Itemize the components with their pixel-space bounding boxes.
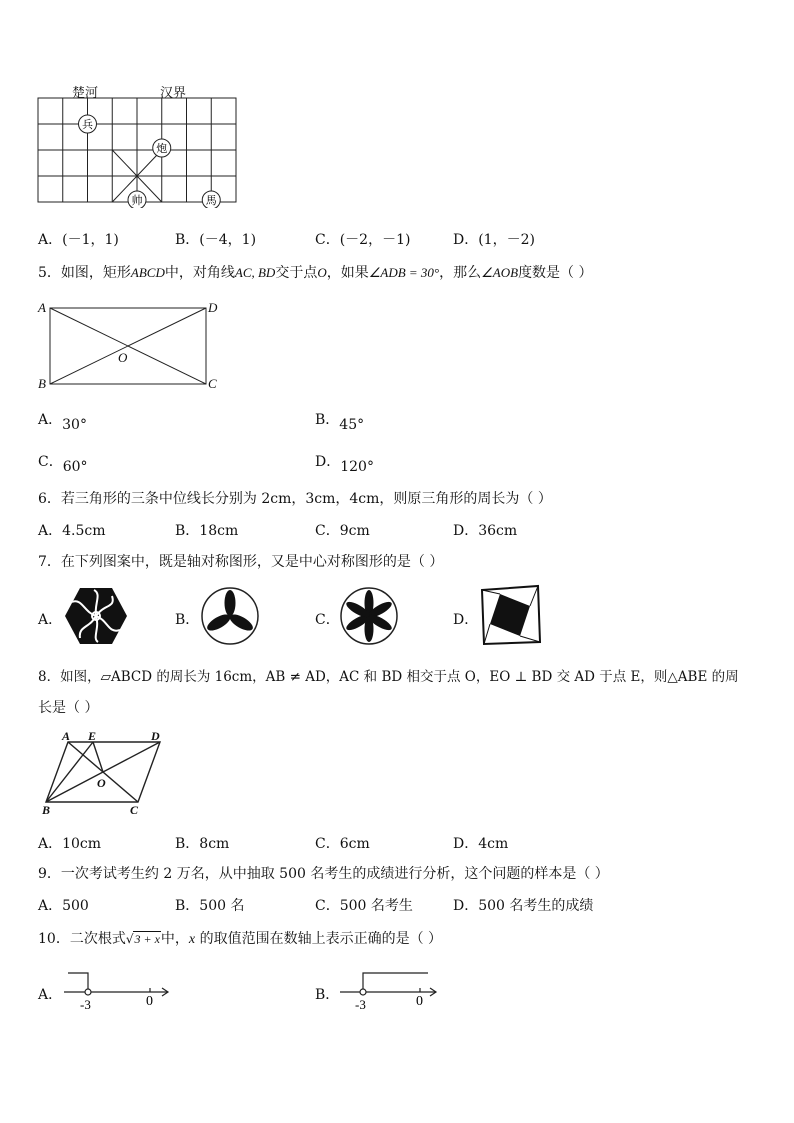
board-label-chuhe: 楚河 <box>72 86 99 101</box>
q8-option-d[interactable]: D．4cm <box>453 836 509 852</box>
q5-stem-d: ，如果 <box>326 265 369 281</box>
q4-option-d[interactable]: D．(1，－2) <box>453 232 535 248</box>
q10-stem-a: 10．二次根式 <box>38 931 126 947</box>
number-line-a <box>60 968 176 1012</box>
q9-option-b[interactable]: B．500 名 <box>175 898 245 914</box>
parallelogram-figure <box>38 730 168 816</box>
q6-option-b[interactable]: B．18cm <box>175 523 239 539</box>
q5-cond: ∠ADB = 30° <box>368 265 440 280</box>
q5-stem <box>38 262 593 282</box>
label-B: B <box>38 376 46 391</box>
q8-option-b[interactable]: B．8cm <box>175 836 230 852</box>
q4-option-c[interactable]: C．(－2，－1) <box>315 232 411 248</box>
q5-option-d[interactable]: D．120° <box>315 454 374 475</box>
q10-radical: √3 + x <box>125 932 160 946</box>
six-petal-icon <box>339 586 399 646</box>
label-C: C <box>130 803 139 816</box>
q10-var: x <box>188 932 196 947</box>
q5-stem-f: 度数是（ ） <box>518 265 593 281</box>
label-C: C <box>208 376 217 391</box>
q5-rect: ABCD <box>130 265 165 280</box>
q10-option-b[interactable]: B． <box>315 987 340 1003</box>
q9-option-a[interactable]: A．500 <box>38 898 89 914</box>
label-B: B <box>42 803 51 816</box>
svg-text:馬: 馬 <box>205 195 217 207</box>
q5-option-a[interactable]: A．30° <box>38 412 87 433</box>
q7-option-a[interactable]: A． <box>38 612 63 628</box>
q5-stem-c: 交于点 <box>275 265 318 281</box>
tick-label-zero: 0 <box>146 994 153 1009</box>
q9-stem: 9．一次考试考生约 2 万名，从中抽取 500 名考生的成绩进行分析，这个问题的样本是（ ） <box>38 866 609 882</box>
chess-board-figure <box>36 96 240 208</box>
q5-option-c[interactable]: C．60° <box>38 454 88 475</box>
number-line-b <box>336 968 442 1012</box>
q8-stem-line2: 长是（ ） <box>38 700 99 716</box>
svg-text:炮: 炮 <box>156 143 168 155</box>
q4-option-b[interactable]: B．(－4，1) <box>175 232 257 248</box>
q7-option-b[interactable]: B． <box>175 612 200 628</box>
q7-stem: 7．在下列图案中，既是轴对称图形，又是中心对称图形的是（ ） <box>38 554 444 570</box>
q5-point: O <box>317 265 327 280</box>
q10-stem-c: 的取值范围在数轴上表示正确的是（ ） <box>195 931 443 947</box>
label-A: A <box>62 730 71 743</box>
q7-option-c[interactable]: C． <box>315 612 340 628</box>
q8-stem-line1: 8．如图，▱ABCD 的周长为 16cm，AB ≠ AD，AC 和 BD 相交于点 O，EO ⊥ BD 交 AD 于点 E，则△ABE 的周 <box>38 669 739 685</box>
q6-option-a[interactable]: A．4.5cm <box>38 523 106 539</box>
q5-stem-b: 中，对角线 <box>164 265 235 281</box>
q10-stem-b: 中， <box>160 931 189 947</box>
rectangle-figure <box>36 298 226 394</box>
radical-sign-icon: √ <box>125 932 134 946</box>
q5-diags: AC, BD <box>234 265 276 280</box>
q8-option-c[interactable]: C．6cm <box>315 836 370 852</box>
piece-pao <box>153 139 171 157</box>
label-O: O <box>118 350 128 365</box>
q10-option-a[interactable]: A． <box>38 987 63 1003</box>
label-O: O <box>97 776 106 790</box>
svg-text:兵: 兵 <box>82 119 93 131</box>
q9-option-c[interactable]: C．500 名考生 <box>315 898 413 914</box>
q5-target: ∠AOB <box>481 265 519 280</box>
q8-option-a[interactable]: A．10cm <box>38 836 102 852</box>
q4-option-a[interactable]: A．(－1，1) <box>38 232 119 248</box>
label-A: A <box>38 300 46 315</box>
label-E: E <box>88 730 97 743</box>
q7-option-d[interactable]: D． <box>453 612 479 628</box>
q5-option-b[interactable]: B．45° <box>315 412 365 433</box>
q6-option-c[interactable]: C．9cm <box>315 523 370 539</box>
three-petal-icon <box>200 586 260 646</box>
piece-bing <box>79 115 97 133</box>
hexagon-pattern-icon <box>64 586 128 646</box>
label-D: D <box>151 730 160 743</box>
q10-stem <box>38 928 442 948</box>
board-label-hanjie: 汉界 <box>160 86 187 101</box>
label-D: D <box>208 300 218 315</box>
q5-stem-a: 5．如图，矩形 <box>38 265 131 281</box>
svg-text:帅: 帅 <box>131 195 143 207</box>
q9-option-d[interactable]: D．500 名考生的成绩 <box>453 898 594 914</box>
piece-ma <box>202 191 220 208</box>
q6-stem: 6．若三角形的三条中位线长分别为 2cm，3cm，4cm，则原三角形的周长为（ ） <box>38 491 552 507</box>
tick-label-neg3: -3 <box>355 997 366 1012</box>
q5-stem-e: ，那么 <box>439 265 482 281</box>
tick-label-zero: 0 <box>416 994 423 1009</box>
rotated-square-icon <box>478 584 542 646</box>
piece-shuai <box>128 191 146 208</box>
q6-option-d[interactable]: D．36cm <box>453 523 518 539</box>
tick-label-neg3: -3 <box>80 997 91 1012</box>
